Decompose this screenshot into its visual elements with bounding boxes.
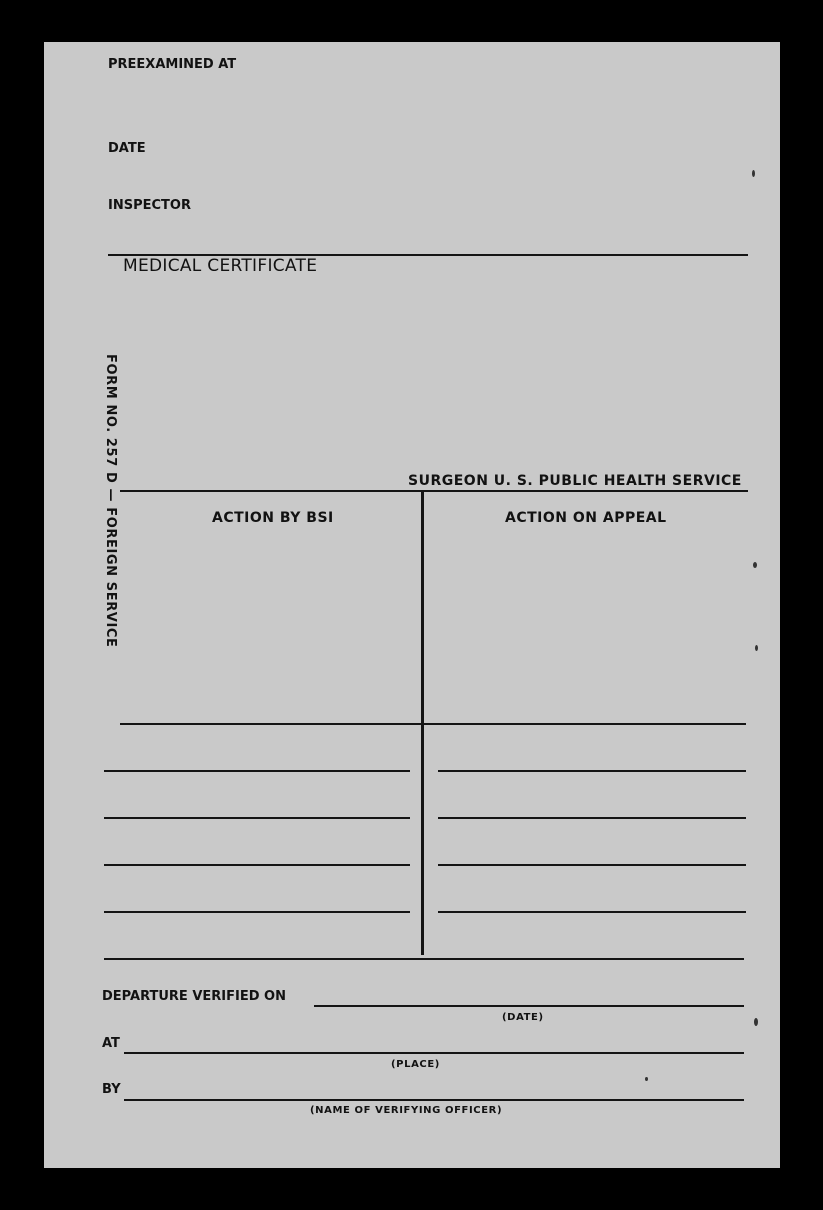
appeal-line — [438, 864, 746, 866]
date-caption: (DATE) — [502, 1012, 544, 1023]
form-number-label: FORM NO. 257 D — FOREIGN SERVICE — [103, 354, 118, 648]
departure-date-line — [314, 1005, 744, 1007]
paper-mark — [752, 170, 755, 177]
action-on-appeal-heading: ACTION ON APPEAL — [505, 510, 667, 526]
action-by-bsi-heading: ACTION BY BSI — [212, 510, 334, 526]
certificate-divider — [120, 490, 748, 492]
preexamined-at-label: PREEXAMINED AT — [108, 57, 237, 72]
bsi-line — [104, 864, 410, 866]
place-line — [124, 1052, 744, 1054]
paper-mark — [754, 1018, 758, 1026]
appeal-line — [438, 770, 746, 772]
by-label: BY — [102, 1082, 121, 1097]
appeal-line — [438, 911, 746, 913]
surgeon-label: SURGEON U. S. PUBLIC HEALTH SERVICE — [408, 473, 742, 489]
bsi-line — [104, 817, 410, 819]
action-section-bottom — [104, 958, 744, 960]
paper-mark — [645, 1077, 648, 1081]
appeal-line — [438, 817, 746, 819]
officer-caption: (NAME OF VERIFYING OFFICER) — [310, 1105, 503, 1116]
bsi-line — [104, 911, 410, 913]
officer-line — [124, 1099, 744, 1101]
inspector-label: INSPECTOR — [108, 198, 191, 213]
place-caption: (PLACE) — [391, 1059, 440, 1070]
paper-mark — [753, 562, 757, 568]
bsi-line — [104, 770, 410, 772]
at-label: AT — [102, 1036, 120, 1051]
date-label: DATE — [108, 141, 146, 156]
departure-verified-label: DEPARTURE VERIFIED ON — [102, 989, 286, 1004]
paper-mark — [755, 645, 758, 651]
medical-certificate-title: MEDICAL CERTIFICATE — [123, 256, 318, 276]
action-line-top — [120, 723, 746, 725]
